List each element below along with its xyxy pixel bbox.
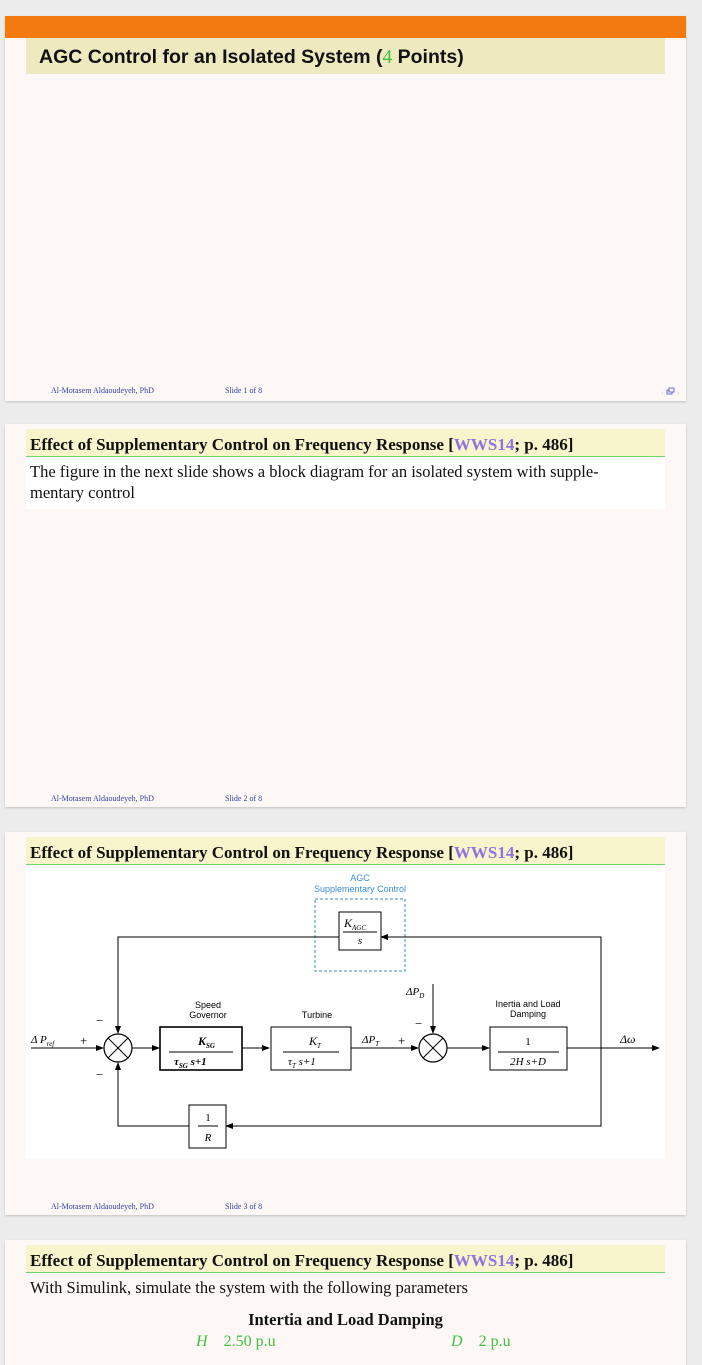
svg-text:‹: ‹ [661,389,664,397]
sum1-minus-bottom: − [96,1067,104,1082]
r-num: 1 [205,1112,211,1124]
tur-num: $K_T$ [309,1034,321,1050]
points-number: 4 [382,47,393,68]
inertia-den: 2H s+D [510,1056,546,1068]
sum2-plus: + [398,1033,406,1048]
sum1-minus-top: − [96,1013,104,1028]
slide-3-number: Slide 3 of 8 [225,1202,263,1211]
slide-3-title: Effect of Supplementary Control on Frequency Response [WWS14; p. 486] [30,843,574,862]
agc-den: s [357,935,363,947]
param-d [451,1333,511,1351]
agc-num: $K_{AGC}$ [344,916,367,932]
slide-1 [5,16,686,401]
turbine-label: Turbine [301,1010,333,1020]
slide-4 [5,1240,686,1365]
slide-2-title: Effect of Supplementary Control on Frequency Response [WWS14; p. 486] [30,435,574,454]
citation-link[interactable]: WWS14 [453,1251,515,1270]
param-d-value: 2 p.u [478,1333,511,1350]
tur-den: $\tau_T$ s+1 [288,1056,316,1070]
slide-4-body: With Simulink, simulate the system with the following parameters [30,1278,468,1297]
slide-3-title-box [26,837,665,865]
slide-2-author: Al-Motasem Aldaoudeyeh, PhD [51,794,154,803]
slide-1-author: Al-Motasem Aldaoudeyeh, PhD [51,386,154,395]
citation-link[interactable]: WWS14 [453,843,515,862]
gov-num: $K_{SG}$ [198,1034,215,1050]
droop-feedback-out [118,1063,189,1126]
slide-3-author: Al-Motasem Aldaoudeyeh, PhD [51,1202,154,1211]
sum2-minus: − [415,1016,423,1031]
slide-2-body: The figure in the next slide shows a block diagram for an isolated system with supple- mentary control [30,462,599,502]
nav-icons[interactable] [661,384,683,397]
slide-3 [5,832,686,1215]
param-h [196,1333,276,1351]
slide-2-title-box [26,429,665,457]
slide-1-number: Slide 1 of 8 [225,386,263,395]
sum1-plus: + [80,1033,88,1048]
slide-2 [5,424,686,807]
agc-label-1: AGC [350,873,370,883]
pd-label: $\Delta P_D$ [406,986,425,1000]
pref-label: Δ $P_{ref}$ [31,1034,55,1048]
inertia-label-2: Damping [509,1009,547,1019]
param-d-symbol: D [451,1333,463,1350]
param-h-symbol: H [196,1333,208,1350]
citation-link[interactable]: WWS14 [453,435,515,454]
slide-4-title: Effect of Supplementary Control on Frequency Response [WWS14; p. 486] [30,1251,574,1270]
speed-gov-label-2: Governor [189,1010,227,1020]
r-den: R [204,1132,212,1144]
agc-label-2: Supplementary Control [313,884,407,894]
omega-label: Δω [620,1032,636,1046]
gov-den: $\tau_{SG}$ s+1 [174,1056,207,1070]
slide-2-number: Slide 2 of 8 [225,794,263,803]
slide-1-title: AGC Control for an Isolated System (4 Points) [39,46,464,68]
inertia-label-1: Inertia and Load [495,999,561,1009]
param-h-value: 2.50 p.u [223,1333,276,1350]
pt-label: $\Delta P_T$ [362,1034,380,1048]
inertia-num: 1 [525,1036,531,1048]
slide-4-title-box [26,1245,665,1273]
block-diagram [26,865,665,1159]
orange-header-bar [5,16,686,38]
slide-4-subheading: Intertia and Load Damping [248,1310,443,1329]
speed-gov-label-1: Speed [194,1000,222,1010]
svg-text:›: › [677,389,680,397]
slide-1-title-box [26,38,665,74]
